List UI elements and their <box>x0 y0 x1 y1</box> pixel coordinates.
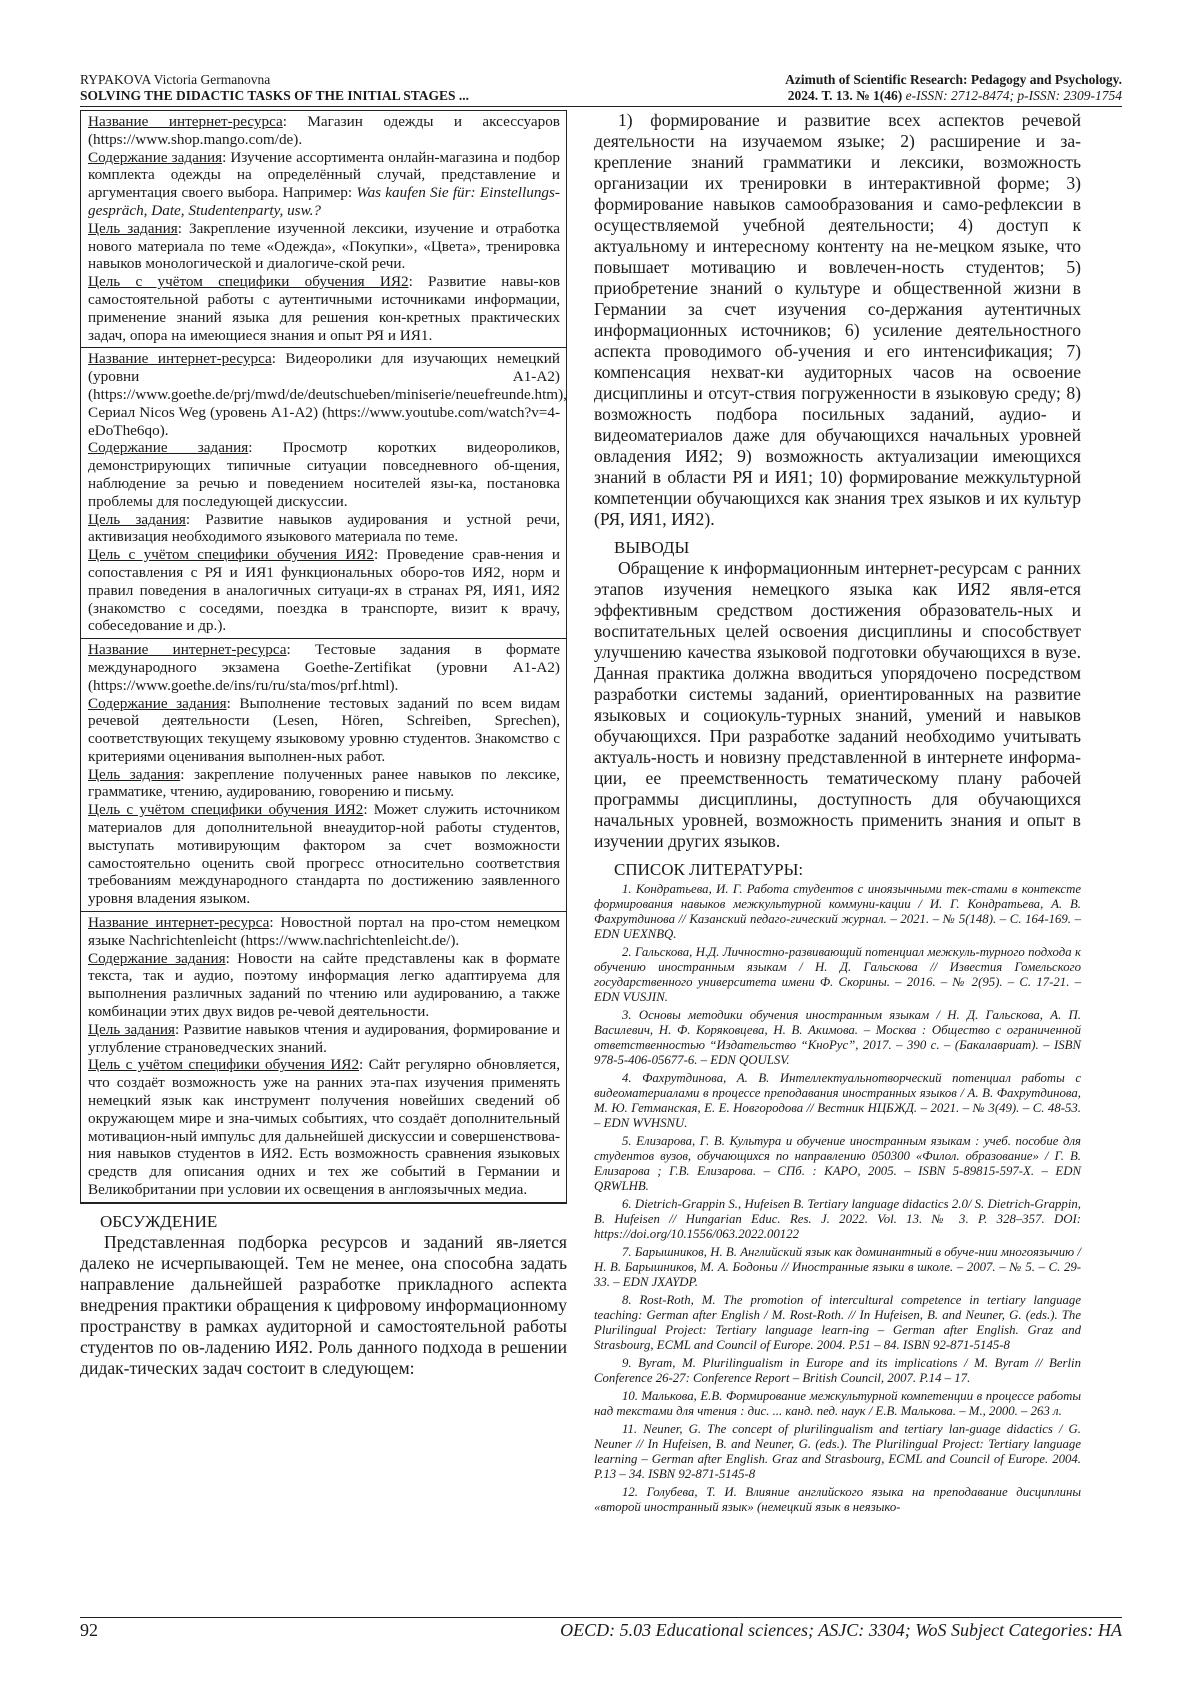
task-goal-label: Цель задания <box>88 510 186 528</box>
resource-name-text: : Новостной портал на про-стом немецком языке Nachrichtenleicht (https://www.nachrichtenleicht.de/). <box>88 914 560 949</box>
task-content-label: Содержание задания <box>88 949 226 967</box>
conclusions-paragraph: Обращение к информационным интернет-ресурсам с ранних этапов изучения немецкого языка как ИЯ2 явля-ется эффективным средством достижения образователь-ных и воспитательных целей освоения дисциплины и способствует улучшению качества языковой подготовки обучающихся в вузе. Данная практика должна вводиться упорядочено посредством разработки системы заданий, ориентированных на развитие языковых и социокуль-турных знаний, умений и навыков обучающихся. При разработке заданий необходимо учитывать актуаль-ность и новизну представленной в интернете информа-ции, ее преемственность тематическому плану рабочей программы дисциплины, доступность для обучающихся начальных уровней, возможность применить знания и опыт в изучении других языков. <box>594 558 1081 851</box>
task-content-label: Содержание задания <box>88 148 223 166</box>
task-goal-label: Цель задания <box>88 219 178 237</box>
journal-issue: 2024. Т. 13. № 1(46) <box>787 88 903 103</box>
header-rule <box>80 106 1122 107</box>
journal-issn: e-ISSN: 2712-8474; p-ISSN: 2309-1754 <box>902 88 1122 103</box>
specific-goal-text: : Сайт регулярно обновляется, что создаёт возможность уже на ранних эта-пах изучения применять немецкий язык как инструмент получения новейших сведений об окружающем мире и зна-чимых событиях, что создаёт дополнительный мотивацион-ный импульс для дальнейшей дискуссии и совершенствова-ния навыков студентов в ИЯ2. Есть возможность сравнения языковых средств для описания одних и тех же событий в Германии и Великобритании при условии их освещения в англоязычных медиа. <box>88 1056 560 1199</box>
reference-item: 10. Малькова, Е.В. Формирование межкультурной компетенции в процессе работы над текстами для чтения : дис. ... канд. пед. наук / Е.В. Малькова. – М., 2000. – 263 л. <box>594 1389 1081 1418</box>
conclusions-heading: ВЫВОДЫ <box>614 538 690 557</box>
page-number: 92 <box>80 1620 98 1640</box>
reference-list <box>594 882 1081 1515</box>
reference-item: 7. Барышников, Н. В. Английский язык как доминантный в обуче-нии многоязычию / Н. В. Барышников, М. А. Бодоньи // Иностранные языки в школе. – 2007. – № 5. – С. 29-33. – EDN JXAYDP. <box>594 1245 1081 1289</box>
table-row <box>80 110 567 347</box>
task-content-example: Was kaufen Sie für: Einstellungs-gespräch, Date, Studentenparty, usw.? <box>88 184 560 219</box>
reference-item: 5. Елизарова, Г. В. Культура и обучение иностранным языкам : учеб. пособие для студентов вузов, обучающихся по направлению 050300 «Филол. образование» / Г. В. Елизарова ; Г.В. Елизарова. – СПб. : КАРО, 2005. – ISBN 5-89815-597-X. – EDN QRWLHB. <box>594 1134 1081 1193</box>
benefits-paragraph: 1) формирование и развитие всех аспектов речевой деятельности на изучаемом языке; 2) расширение и за-крепление знаний грамматики и лексики, возможность организации их тренировки в интерактивной форме; 3) формирование навыков самообразования и само-рефлексии в осуществляемой учебной деятельности; 4) доступ к актуальному и интересному контенту на не-мецком языке, что повышает мотивацию и вовлечен-ность студентов; 5) приобретение знаний о культуре и общественной жизни в Германии за счет изучения со-держания аутентичных информационных источников; 6) усиление деятельностного аспекта проводимого об-учения и его интенсификация; 7) компенсация нехват-ки аудиторных часов на освоение дисциплины и отсут-ствия погруженности в языковую среду; 8) возможность подбора посильных заданий, аудио- и видеоматериалов даже для обучающихся начальных уровней овладения ИЯ2; 9) возможность актуализации имеющихся знаний в области РЯ и ИЯ1; 10) формирование межкультурной компетенции обучающихся как знания трех языков и их культур (РЯ, ИЯ1, ИЯ2). <box>594 110 1081 529</box>
task-content-text: : Новости на сайте представлены как в формате текста, так и аудио, поэтому информация легко адаптируема для выполнения различных заданий по чтению или аудированию, а также комбинации этих двух видов ре-чевой деятельности. <box>88 949 560 1021</box>
author-name: RYPAKOVA Victoria Germanovna <box>80 72 271 87</box>
reference-item: 3. Основы методики обучения иностранным языкам / Н. Д. Гальскова, А. П. Василевич, Н. Ф. Коряковцева, Н. В. Акимова. – Москва : Общество с ограниченной ответственностью “Издательство “КноРус”, 2017. – 390 с. – (Бакалавриат). – ISBN 978-5-406-05677-6. – EDN QOULSV. <box>594 1008 1081 1067</box>
task-content-label: Содержание задания <box>88 694 227 712</box>
resource-name-text: : Видеоролики для изучающих немецкий (уровни А1-А2) (https://www.goethe.de/prj/mwd/de/deutschueben/miniserie/neuefreunde.htm), Сериал Nicos Weg (уровень А1-А2) (https://www.youtube.com/watch?v=4-eDoThe6qo). <box>88 350 567 439</box>
specific-goal-label: Цель с учётом специфики обучения ИЯ2 <box>88 801 364 819</box>
table-row <box>80 911 567 1203</box>
reference-item: 4. Фахрутдинова, А. В. Интеллектуальнотворческий потенциал работы с видеоматериалами в процессе преподавания иностранных языков / А. В. Фахрутдинова, М. Ю. Гетманская, Е. Е. Новгородова // Вестник НЦБЖД. – 2021. – № 3(49). – С. 48-53. – EDN WVHSNU. <box>594 1071 1081 1130</box>
task-goal-text: : Развитие навыков аудирования и устной речи, активизация необходимого языкового материала по теме. <box>88 510 560 546</box>
resource-name-label: Название интернет-ресурса <box>88 350 272 368</box>
specific-goal-text: : Может служить источником материалов для дополнительной внеаудитор-ной работы студентов, выступать мотивирующим фактором за счет возможности самостоятельно оценить свой прогресс относительно соответствия требованиям международного стандарта по достижению заявленного уровня владения языком. <box>88 801 560 908</box>
references-heading: СПИСОК ЛИТЕРАТУРЫ: <box>614 860 804 879</box>
task-content-text: : Выполнение тестовых заданий по всем видам речевой деятельности (Lesen, Hören, Schreiben, Sprechen), соответствующих текущему языковому уровню студентов. Знакомство с критериями оценивания выполнен-ных работ. <box>88 694 560 765</box>
specific-goal-text: : Проведение срав-нения и сопоставления с РЯ и ИЯ1 функциональных оборо-тов ИЯ2, норм и правил поведения в аналогичных ситуаци-ях в странах РЯ, ИЯ1, ИЯ2 (знакомство с соседями, поездка в транспорте, визит к врачу, собеседование и др.). <box>88 546 560 635</box>
task-content-text: : Просмотр коротких видеороликов, демонстрирующих типичные ситуации повседневного об-щения, наблюдение за речью и поведением носителей язы-ка, постановка проблемы для последующей дискуссии. <box>88 439 560 510</box>
task-goal-text: : Закрепление изученной лексики, изучение и отработка нового материала по теме «Одежда», «Покупки», «Цвета», тренировка навыков монологической и диалогиче-ской речи. <box>88 219 560 273</box>
journal-name: Azimuth of Scientific Research: Pedagogy and Psychology. <box>785 72 1122 87</box>
discussion-paragraph: Представленная подборка ресурсов и заданий яв-ляется далеко не исчерпывающей. Тем не менее, она способна задать направление дальнейшей разработке прикладного аспекта внедрения практики обращения к цифровому информационному пространству в рамках аудиторной и самостоятельной работы студентов по ов-ладению ИЯ2. Роль данного подхода в решении дидак-тических задач состоит в следующем: <box>80 1231 567 1378</box>
specific-goal-text: : Развитие навы-ков самостоятельной работы с аутентичными источниками информации, применение знаний языка для решения кон-кретных практических задач, опора на имеющиеся знания и опыт РЯ и ИЯ1. <box>88 273 560 344</box>
reference-item: 2. Гальскова, Н.Д. Личностно-развивающий потенциал межкуль-турного подхода к обучению иностранным языкам / Н. Д. Гальскова // Известия Гомельского государственного университета имени Ф. Скорины. – 2016. – № 2(95). – С. 17-21. – EDN VUSJIN. <box>594 945 1081 1004</box>
reference-item: 9. Byram, M. Plurilingualism in Europe and its implications / M. Byram // Berlin Conference 26-27: Conference Report – British Council, 2007. P.14 – 17. <box>594 1356 1081 1385</box>
discussion-heading: ОБСУЖДЕНИЕ <box>100 1211 218 1231</box>
table-row <box>80 638 567 911</box>
task-goal-label: Цель задания <box>88 765 181 783</box>
left-column <box>80 110 567 1379</box>
resource-name-label: Название интернет-ресурса <box>88 914 270 932</box>
reference-item: 11. Neuner, G. The concept of plurilingualism and tertiary lan-guage didactics / G. Neuner // In Hufeisen, B. and Neuner, G. (eds.). The Plurilingual Project: Tertiary language learning – German after English. Graz and Strasbourg, ECML and Council of Europe. 2004. P.13 – 34. ISBN 92-871-5145-8 <box>594 1422 1081 1481</box>
running-header-right <box>562 72 1122 104</box>
table-row <box>80 347 567 638</box>
resource-name-label: Название интернет-ресурса <box>88 113 283 130</box>
task-content-text: : Изучение ассортимента онлайн-магазина и подбор комплекта одежды на определённый случай, представление и аргументация своего выбора. Например: <box>88 148 560 202</box>
running-header-left <box>80 72 600 104</box>
resource-name-text: : Тестовые задания в формате международного экзамена Goethe-Zertifikat (уровни А1-А2) (https://www.goethe.de/ins/ru/ru/sta/mos/prf.html). <box>88 641 560 694</box>
resource-name-label: Название интернет-ресурса <box>88 641 287 659</box>
right-column <box>594 110 1081 1518</box>
task-content-label: Содержание задания <box>88 439 249 457</box>
specific-goal-label: Цель с учётом специфики обучения ИЯ2 <box>88 1056 360 1074</box>
footer-rule <box>80 1617 1122 1618</box>
task-goal-text: : закрепление полученных ранее навыков по лексике, грамматике, чтению, аудированию, говорению и письму. <box>88 765 560 801</box>
article-title: SOLVING THE DIDACTIC TASKS OF THE INITIAL STAGES ... <box>80 88 470 103</box>
reference-item: 1. Кондратьева, И. Г. Работа студентов с иноязычными тек-стами в контексте формирования навыков межкультурной коммуни-кации / И. Г. Кондратьева, А. В. Фахрутдинова // Казанский педаго-гический журнал. – 2021. – № 5(148). – С. 164-169. – EDN UEXNBQ. <box>594 882 1081 941</box>
subject-classification: OECD: 5.03 Educational sciences; ASJC: 3304; WoS Subject Categories: HA <box>560 1620 1122 1640</box>
reference-item: 6. Dietrich-Grappin S., Hufeisen B. Tertiary language didactics 2.0/ S. Dietrich-Grappin, B. Hufeisen // Hungarian Educ. Res. J. 2022. Vol. 13. № 3. P. 328–357. DOI: https://doi.org/10.1556/063.2022.00122 <box>594 1197 1081 1241</box>
specific-goal-label: Цель с учётом специфики обучения ИЯ2 <box>88 546 374 564</box>
reference-item: 8. Rost-Roth, M. The promotion of intercultural competence in tertiary language teaching: German after English / M. Rost-Roth. // In Hufeisen, B. and Neuner, G. (eds.). The Plurilingual Project: Tertiary language learn-ing – German after English. Graz and Strasbourg, ECML and Council of Europe. 2004. P.51 – 84. ISBN 92-871-5145-8 <box>594 1293 1081 1352</box>
specific-goal-label: Цель с учётом специфики обучения ИЯ2 <box>88 273 409 291</box>
task-goal-text: : Развитие навыков чтения и аудирования, формирование и углубление страноведческих знаний. <box>88 1020 560 1056</box>
task-goal-label: Цель задания <box>88 1020 175 1038</box>
reference-item: 12. Голубева, Т. И. Влияние английского языка на преподавание дисциплины «второй иностранный язык» (немецкий язык в неязыко- <box>594 1485 1081 1514</box>
resource-name-text: : Магазин одежды и аксессуаров (https://www.shop.mango.com/de). <box>88 113 560 148</box>
resources-table <box>80 110 567 1204</box>
